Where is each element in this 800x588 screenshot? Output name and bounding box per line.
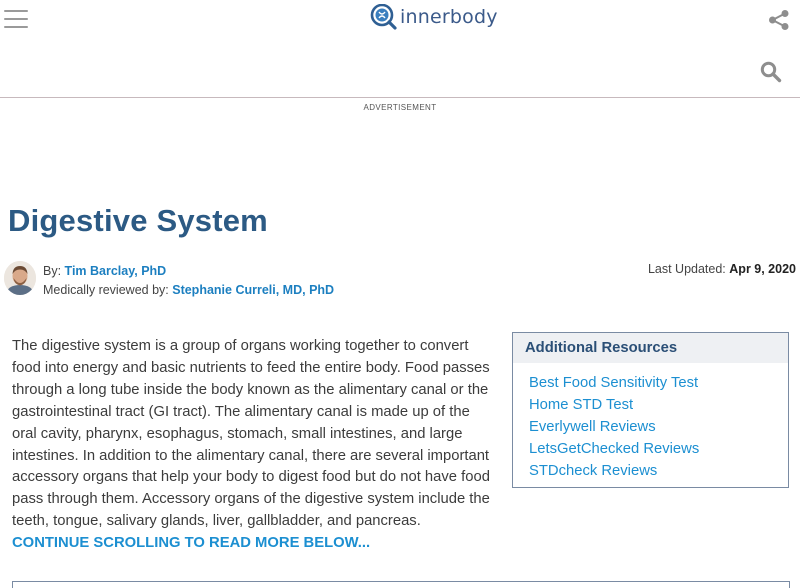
resource-link-stdcheck[interactable]: STDcheck Reviews — [529, 463, 658, 479]
intro-text: The digestive system is a group of organs working together to convert food into energy and basic nutrients to feed the entire body. Food passes through a long tube inside the body known as the alimentary canal or the gastrointestinal tract (GI tract). The alimentary canal is made up of the oral cavity, pharynx, esophagus, stomach, small intestines, and large intestines. In addition to the alimentary canal, there are several important accessory organs that help your body to digest food but do not have food pass through them. Accessory organs of the digestive system include the teeth, tongue, salivary glands, liver, gallbladder, and pancreas. — [12, 338, 490, 530]
by-label: By: — [43, 264, 62, 278]
author-avatar — [4, 261, 36, 295]
hamburger-menu-icon[interactable] — [4, 10, 28, 30]
resource-link-food-sensitivity[interactable]: Best Food Sensitivity Test — [529, 375, 699, 391]
author-link[interactable]: Tim Barclay, PhD — [64, 264, 167, 278]
resource-item — [529, 460, 788, 482]
site-logo[interactable] — [370, 4, 498, 30]
resource-item — [529, 416, 788, 438]
next-section-box — [12, 581, 790, 588]
intro-paragraph — [12, 336, 496, 555]
continue-reading-link[interactable]: CONTINUE SCROLLING TO READ MORE BELOW... — [12, 535, 371, 552]
updated-date: Apr 9, 2020 — [729, 262, 796, 276]
additional-resources-box — [512, 332, 789, 488]
magnifier-logo-icon — [370, 4, 397, 30]
resource-link-home-std[interactable]: Home STD Test — [529, 397, 634, 413]
reviewer-link[interactable]: Stephanie Curreli, MD, PhD — [172, 283, 335, 297]
search-icon[interactable] — [760, 61, 782, 83]
advertisement-label: ADVERTISEMENT — [363, 103, 437, 112]
resource-link-letsgetchecked[interactable]: LetsGetChecked Reviews — [529, 441, 700, 457]
last-updated — [648, 262, 796, 276]
share-icon[interactable] — [768, 9, 790, 31]
reviewer-line — [43, 281, 334, 300]
resource-link-everlywell[interactable]: Everlywell Reviews — [529, 419, 656, 435]
resources-title: Additional Resources — [513, 333, 788, 363]
byline — [43, 262, 334, 300]
logo-text: innerbody — [400, 6, 498, 28]
resource-item — [529, 372, 788, 394]
reviewed-label: Medically reviewed by: — [43, 283, 169, 297]
resources-list — [513, 363, 788, 482]
resource-item — [529, 394, 788, 416]
page-title: Digestive System — [8, 203, 268, 238]
site-header — [0, 0, 800, 98]
author-line — [43, 262, 334, 281]
updated-label: Last Updated: — [647, 262, 726, 276]
resource-item — [529, 438, 788, 460]
